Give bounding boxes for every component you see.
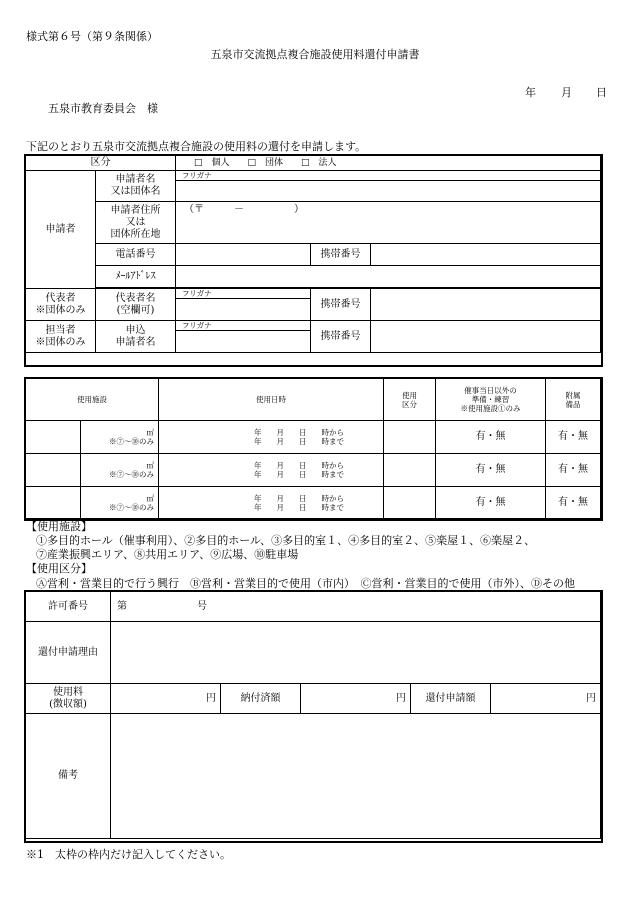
contact-name-label: 申込 申請者名 xyxy=(96,321,176,353)
applicant-name-label: 申請者名 又は団体名 xyxy=(96,171,176,202)
legend-facility-title: 【使用施設】 xyxy=(26,520,92,533)
page-title: 五泉市交流拠点複合施設使用料還付申請書 xyxy=(210,48,420,61)
representative-mobile-label: 携帯番号 xyxy=(311,289,371,321)
notes-label: 備考 xyxy=(26,714,111,839)
refund-reason-field[interactable] xyxy=(111,622,601,684)
phone-label: 電話番号 xyxy=(96,244,176,266)
phone-field[interactable] xyxy=(176,244,311,266)
applicant-table xyxy=(25,155,601,353)
permit-number-label: 許可番号 xyxy=(26,592,111,622)
fee-field[interactable]: 円 xyxy=(111,684,221,714)
email-field[interactable] xyxy=(176,266,601,288)
paid-amount-label: 納付済額 xyxy=(221,684,301,714)
legend-category-title: 【使用区分】 xyxy=(26,562,92,575)
usage-table xyxy=(25,378,601,519)
col-equipment: 附属 備品 xyxy=(546,379,601,421)
date-year[interactable]: 年 xyxy=(525,86,536,99)
applicant-section-label: 申請者 xyxy=(26,171,96,289)
contact-section-label: 担当者 ※団体のみ xyxy=(26,321,96,353)
refund-amount-label: 還付申請額 xyxy=(411,684,491,714)
applicant-address-label: 申請者住所 又は 団体所在地 xyxy=(96,202,176,244)
representative-name-field[interactable] xyxy=(176,299,311,321)
category-label: 区分 xyxy=(26,156,176,171)
category-cell[interactable] xyxy=(384,487,436,519)
footnote: ※1 太枠の枠内だけ記入してください。 xyxy=(26,848,231,861)
mobile-label: 携帯番号 xyxy=(311,244,371,266)
col-datetime: 使用日時 xyxy=(159,379,384,421)
facility-cell[interactable] xyxy=(26,454,81,487)
facility-cell[interactable] xyxy=(26,421,81,454)
col-facility: 使用施設 xyxy=(26,379,159,421)
representative-furigana[interactable]: フリガナ xyxy=(176,289,311,299)
category-cell[interactable] xyxy=(384,454,436,487)
permit-number-field[interactable]: 第 号 xyxy=(111,592,601,622)
col-category: 使用 区分 xyxy=(384,379,436,421)
email-label: ﾒｰﾙｱﾄﾞﾚｽ xyxy=(96,266,176,288)
refund-amount-field[interactable]: 円 xyxy=(491,684,601,714)
fee-label: 使用料 (徴収額) xyxy=(26,684,111,714)
applicant-address-field[interactable]: （〒 － ） xyxy=(176,202,601,244)
table-row xyxy=(26,421,601,454)
addressee: 五泉市教育委員会 様 xyxy=(48,102,158,115)
category-options[interactable]: □ 個人 □ 団体 □ 法人 xyxy=(176,156,601,171)
datetime-cell[interactable]: 年 月 日 時から 年 月 日 時まで xyxy=(159,487,384,519)
area-cell[interactable]: ㎡ ※⑦～⑩のみ xyxy=(81,421,159,454)
legend-category-line1: Ⓐ営利・営業目的で行う興行 Ⓑ営利・営業目的で使用（市内） Ⓒ営利・営業目的で使用（市外）、Ⓓその他 xyxy=(36,577,575,590)
applicant-name-field[interactable] xyxy=(176,181,601,202)
representative-section-label: 代表者 ※団体のみ xyxy=(26,289,96,321)
representative-mobile-field[interactable] xyxy=(371,289,601,321)
prep-cell[interactable]: 有・無 xyxy=(436,454,546,487)
contact-mobile-field[interactable] xyxy=(371,321,601,353)
notes-field[interactable] xyxy=(111,714,601,839)
date-month[interactable]: 月 xyxy=(561,86,572,99)
prep-cell[interactable]: 有・無 xyxy=(436,421,546,454)
prep-cell[interactable]: 有・無 xyxy=(436,487,546,519)
representative-name-label: 代表者名 (空欄可) xyxy=(96,289,176,321)
legend-facility-line1: ①多目的ホール（催事利用）、②多目的ホール、③多目的室１、④多目的室２、⑤楽屋１、⑥楽屋２、 xyxy=(36,534,536,547)
paid-amount-field[interactable]: 円 xyxy=(301,684,411,714)
equipment-cell[interactable]: 有・無 xyxy=(546,487,601,519)
equipment-cell[interactable]: 有・無 xyxy=(546,454,601,487)
col-prep: 催事当日以外の 準備・練習 ※使用施設①のみ xyxy=(436,379,546,421)
mobile-field[interactable] xyxy=(371,244,601,266)
applicant-furigana[interactable]: フリガナ xyxy=(176,171,601,181)
category-cell[interactable] xyxy=(384,421,436,454)
area-cell[interactable]: ㎡ ※⑦～⑩のみ xyxy=(81,454,159,487)
datetime-cell[interactable]: 年 月 日 時から 年 月 日 時まで xyxy=(159,454,384,487)
legend-facility-line2: ⑦産業振興エリア、⑧共用エリア、⑨広場、⑩駐車場 xyxy=(36,548,299,561)
equipment-cell[interactable]: 有・無 xyxy=(546,421,601,454)
date-day[interactable]: 日 xyxy=(596,86,607,99)
intro-text: 下記のとおり五泉市交流拠点複合施設の使用料の還付を申請します。 xyxy=(26,140,367,153)
table-row xyxy=(26,454,601,487)
facility-cell[interactable] xyxy=(26,487,81,519)
area-cell[interactable]: ㎡ ※⑦～⑩のみ xyxy=(81,487,159,519)
datetime-cell[interactable]: 年 月 日 時から 年 月 日 時まで xyxy=(159,421,384,454)
contact-mobile-label: 携帯番号 xyxy=(311,321,371,353)
refund-table xyxy=(25,591,601,839)
form-number: 様式第６号（第９条関係） xyxy=(26,30,158,43)
table-row xyxy=(26,487,601,519)
contact-furigana[interactable]: フリガナ xyxy=(176,321,311,331)
refund-reason-label: 還付申請理由 xyxy=(26,622,111,684)
contact-name-field[interactable] xyxy=(176,331,311,353)
